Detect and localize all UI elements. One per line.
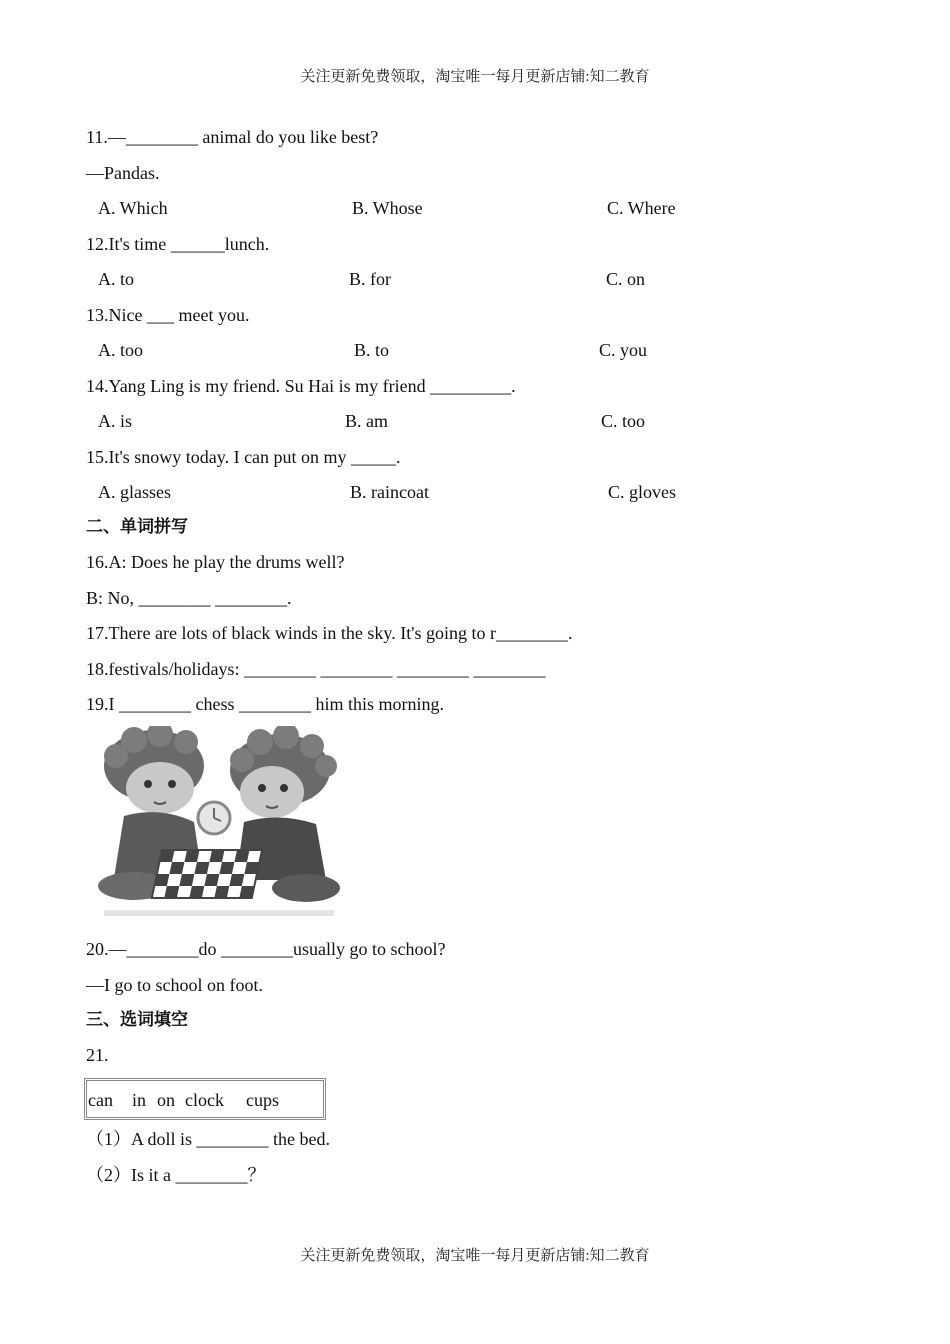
section-2-title: 二、单词拼写 — [86, 517, 188, 537]
question-16-line2: B: No, ________ ________. — [86, 588, 292, 608]
question-15: 15.It's snowy today. I can put on my _____. — [86, 447, 401, 467]
question-12: 12.It's time ______lunch. — [86, 234, 270, 254]
option-11-b: B. Whose — [352, 198, 423, 218]
word-bank-word: can — [88, 1090, 113, 1110]
question-14: 14.Yang Ling is my friend. Su Hai is my friend _________. — [86, 376, 516, 396]
option-14-b: B. am — [345, 411, 388, 431]
question-21-sub-2: （2）Is it a ________？ — [86, 1165, 266, 1185]
option-11-c: C. Where — [607, 198, 676, 218]
option-12-b: B. for — [349, 269, 391, 289]
section-3-title: 三、选词填空 — [86, 1010, 188, 1030]
page-header: 关注更新免费领取，淘宝唯一每月更新店铺:知二教育 — [300, 69, 650, 85]
option-13-a: A. too — [98, 340, 143, 360]
word-bank-box — [84, 1078, 326, 1120]
word-bank-word: clock — [185, 1090, 224, 1110]
option-12-c: C. on — [606, 269, 646, 289]
question-11-answer: —Pandas. — [86, 163, 160, 183]
option-15-b: B. raincoat — [350, 482, 429, 502]
option-15-c: C. gloves — [608, 482, 677, 502]
option-13-c: C. you — [599, 340, 648, 360]
option-12-a: A. to — [98, 269, 134, 289]
option-14-c: C. too — [601, 411, 646, 431]
option-15-a: A. glasses — [98, 482, 171, 502]
question-20-line2: —I go to school on foot. — [86, 975, 263, 995]
option-11-a: A. Which — [98, 198, 168, 218]
word-bank-word: on — [157, 1090, 175, 1110]
question-21-sub-1: （1）A doll is ________ the bed. — [86, 1129, 330, 1149]
word-bank-word: cups — [246, 1090, 279, 1110]
question-20-line1: 20.—________do ________usually go to school? — [86, 939, 446, 959]
question-21-number: 21. — [86, 1045, 109, 1065]
question-19: 19.I ________ chess ________ him this morning. — [86, 694, 444, 714]
question-11: 11.—________ animal do you like best? — [86, 127, 379, 147]
question-13: 13.Nice ___ meet you. — [86, 305, 250, 325]
question-16-line1: 16.A: Does he play the drums well? — [86, 552, 345, 572]
question-18: 18.festivals/holidays: ________ ________ ________ ________ — [86, 659, 546, 679]
word-bank-word: in — [132, 1090, 147, 1110]
option-13-b: B. to — [354, 340, 390, 360]
option-14-a: A. is — [98, 411, 133, 431]
question-17: 17.There are lots of black winds in the sky. It's going to r________. — [86, 623, 573, 643]
chess-boys-illustration — [94, 726, 344, 926]
page-footer: 关注更新免费领取，淘宝唯一每月更新店铺:知二教育 — [300, 1248, 650, 1264]
